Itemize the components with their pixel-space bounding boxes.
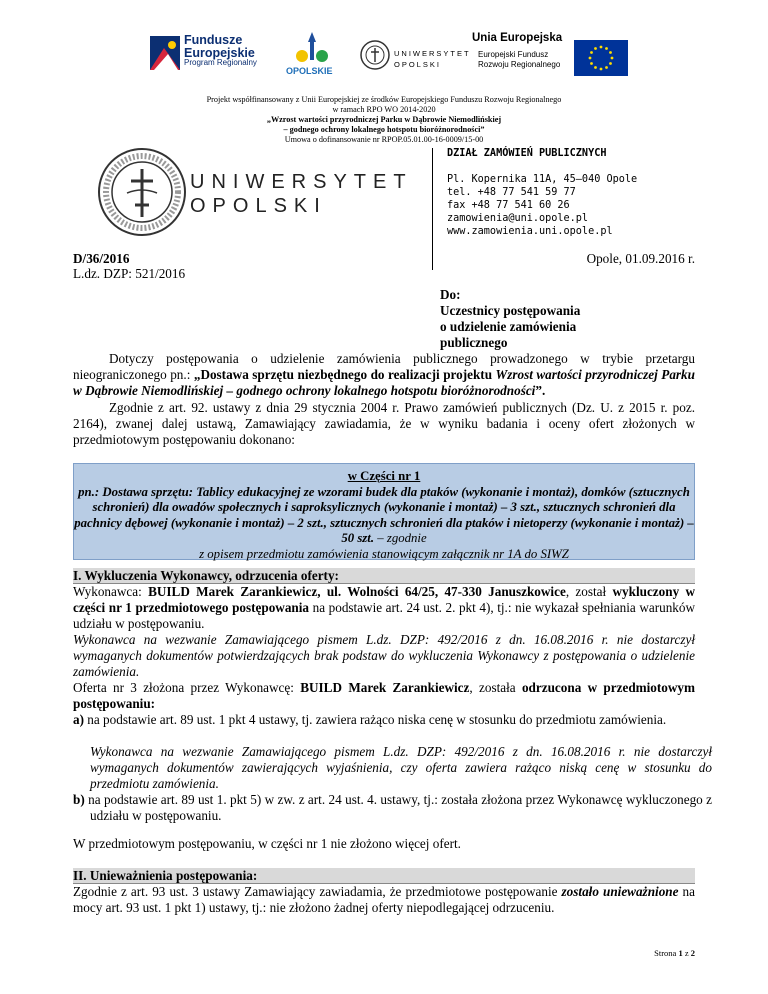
s1-p3-a: Oferta nr 3 złożona przez Wykonawcę:: [73, 680, 301, 695]
uo-small-line1: UNIWERSYTET: [394, 49, 471, 58]
part-1-tail2: z opisem przedmiotu zamówienia stanowiącym załącznik nr 1A do SIWZ: [199, 546, 569, 561]
item-a-note: Wykonawca na wezwanie Zamawiającego pismem L.dz. DZP: 492/2016 z dn. 16.08.2016 r. nie dostarczył wymaganych dokumentów zawierających wyjaśnienia, czy oferta zawiera rażąco niską cenę w stosunku do przedmiotu zamówienia.: [90, 744, 712, 791]
uo-small-line2: OPOLSKI: [394, 60, 441, 69]
header-divider: [432, 148, 433, 270]
item-b-label: b): [73, 792, 85, 807]
university-line1: UNIWERSYTET: [190, 171, 413, 193]
recipient-line3: o udzielenie zamówienia: [440, 319, 577, 334]
opolskie-emblem-icon: [292, 30, 332, 66]
case-number: D/36/2016: [73, 251, 130, 266]
eu-flag-icon: [574, 40, 628, 76]
page-footer: [654, 948, 695, 958]
reference-numbers: [73, 251, 185, 281]
recipient-line4: publicznego: [440, 335, 508, 350]
opolskie-logo: [268, 30, 356, 84]
item-a-text: na podstawie art. 89 ust. 1 pkt 4 ustawy, tj. zawiera rażąco niska cenę w stosunku do przedmiotu zamówienia.: [84, 712, 667, 727]
email-line: zamowienia@uni.opole.pl: [447, 213, 589, 224]
project-line2: w ramach RPO WO 2014-2020: [332, 105, 436, 114]
section-1-paragraph-3: [73, 680, 695, 712]
s1-p3-contractor: BUILD Marek Zarankiewicz: [300, 680, 470, 695]
fe-line3: Program Regionalny: [184, 58, 257, 67]
item-b-text: na podstawie art. 89 ust 1. pkt 5) w zw. z art. 24 ust. 4. ustawy, tj.: została złożona przez Wykonawcę wykluczonego z udziału w postępowaniu.: [84, 792, 712, 823]
project-line1: Projekt współfinansowany z Unii Europejskiej ze środków Europejskiego Funduszu Rozwoju Regionalnego: [206, 95, 562, 104]
letter-date: Opole, 01.09.2016 r.: [586, 251, 695, 266]
fax-line: fax +48 77 541 60 26: [447, 200, 570, 211]
recipient-line2: Uczestnicy postępowania: [440, 303, 581, 318]
ldz-number: L.dz. DZP: 521/2016: [73, 266, 186, 281]
s1-rejected: odrzucona w przedmiotowym postępowaniu:: [73, 680, 695, 711]
recipient-block: [440, 287, 580, 351]
part-1-title: w Części nr 1: [347, 469, 421, 483]
s1-p1-c: , został: [565, 584, 613, 599]
s1-contractor: BUILD Marek Zarankiewicz, ul. Wolności 64/25, 47-330 Januszkowice: [148, 584, 566, 599]
unia-europejska-logo: [472, 30, 632, 86]
intro-project-title: Wzrost wartości przyrodniczej Parku w Dąbrowie Niemodlińskiej – godnego ochrony lokalnego hotspotu bioróżnorodności: [73, 367, 695, 398]
project-line4: – godnego ochrony lokalnego hotspotu bioróżnorodności”: [283, 125, 485, 134]
fundusze-flag-icon: [150, 36, 180, 70]
s1-p1-a: Wykonawca:: [73, 584, 149, 599]
phone-line: tel. +48 77 541 59 77: [447, 187, 576, 198]
part-1-tail1: – zgodnie: [374, 531, 427, 545]
ue-sub2: Rozwoju Regionalnego: [478, 60, 561, 69]
fe-line2: Europejskie: [184, 46, 255, 60]
s2-annulled: zostało unieważnione: [561, 884, 679, 899]
section-1-paragraph-4: W przedmiotowym postępowaniu, w części nr 1 nie złożono więcej ofert.: [73, 836, 461, 851]
university-name: [190, 170, 413, 218]
fundusze-europejskie-logo: [150, 30, 270, 80]
intro-text: Dotyczy postępowania o udzielenie zamówienia publicznego prowadzonego w trybie przetargu nieograniczonego pn.:: [73, 351, 695, 382]
s2-p1-c: na mocy art. 93 ust. 1 pkt 1) ustawy, tj.: nie złożono żadnej oferty niepodlegającej odrzuceniu.: [73, 884, 695, 915]
section-2-heading: II. Unieważnienia postępowania:: [73, 868, 695, 884]
address-line: Pl. Kopernika 11A, 45–040 Opole: [447, 174, 638, 185]
s2-p1-a: Zgodnie z art. 93 ust. 3 ustawy Zamawiający zawiadamia, że przedmiotowe postępowanie: [73, 884, 562, 899]
item-b: [73, 792, 712, 824]
s1-excluded: wykluczony w części nr 1 przedmiotowego postępowania: [73, 584, 696, 615]
intro-order-title: „Dostawa sprzętu niezbędnego do realizacji projektu: [193, 367, 496, 382]
intro-quote-end: ”.: [535, 383, 546, 398]
item-a-label: a): [73, 712, 84, 727]
section-1-paragraph-1: [73, 584, 695, 632]
intro-paragraph-1: [73, 351, 695, 399]
website-line: www.zamowienia.uni.opole.pl: [447, 226, 613, 237]
footer-page-total: 2: [690, 948, 695, 958]
item-a: [73, 712, 712, 728]
footer-page-number: 1: [678, 948, 683, 958]
section-1-heading: I. Wykluczenia Wykonawcy, odrzucenia oferty:: [73, 568, 695, 584]
university-seal-small-icon: [360, 40, 390, 70]
department-title: DZIAŁ ZAMÓWIEŃ PUBLICZNYCH: [447, 148, 607, 159]
project-line3: „Wzrost wartości przyrodniczej Parku w Dąbrowie Niemodlińskiej: [266, 115, 502, 124]
section-2-paragraph: [73, 884, 695, 916]
opolskie-text: OPOLSKIE: [286, 66, 333, 76]
footer-page-word: Strona: [654, 948, 677, 958]
project-info: [110, 95, 658, 145]
s1-p1-e: na podstawie art. 24 ust. 2. pkt 4), tj.: nie wykazał spełniania warunków udziału w postępowaniu.: [73, 600, 695, 631]
part-1-box: [73, 463, 695, 560]
s1-p3-c: , została: [469, 680, 522, 695]
uniwersytet-opolski-small-logo: [360, 38, 471, 78]
recipient-do: Do:: [440, 287, 461, 302]
part-1-description: pn.: Dostawa sprzętu: Tablicy edukacyjnej ze wzorami budek dla ptaków (wykonanie i montaż), domków (sztucznych schronień) dla owadów społecznych i saproksylicznych (wykonanie i montaż) – 3 szt., sztucznych schronień dla pachnicy dębowej (wykonanie i montaż) – 2 szt., sztucznych schronień dla ptaków i nietoperzy (wykonanie i montaż) – 50 szt.: [74, 484, 694, 545]
fe-line1: Fundusze: [184, 33, 243, 47]
ue-title: Unia Europejska: [472, 32, 563, 44]
intro-paragraph-2: Zgodnie z art. 92. ustawy z dnia 29 stycznia 2004 r. Prawo zamówień publicznych (Dz. U. z 2015 r. poz. 2164), zwanej dalej ustawą, Zamawiający zawiadamia, że w wyniku badania i oceny ofert złożonych w przedmiotowym postępowaniu dokonano:: [73, 400, 695, 447]
ue-sub1: Europejski Fundusz: [478, 50, 549, 59]
university-line2: OPOLSKI: [190, 195, 327, 217]
project-line5: Umowa o dofinansowanie nr RPOP.05.01.00-16-0009/15-00: [284, 135, 484, 144]
section-1-paragraph-2: Wykonawca na wezwanie Zamawiającego pismem L.dz. DZP: 492/2016 z dn. 16.08.2016 r. nie dostarczył wymaganych dokumentów potwierdzających brak podstaw do wykluczenia Wykonawcy z postępowania o udzielenie zamówienia.: [73, 632, 695, 679]
department-contact: [447, 148, 637, 238]
university-seal-icon: [97, 147, 187, 237]
footer-of-word: z: [684, 948, 689, 958]
